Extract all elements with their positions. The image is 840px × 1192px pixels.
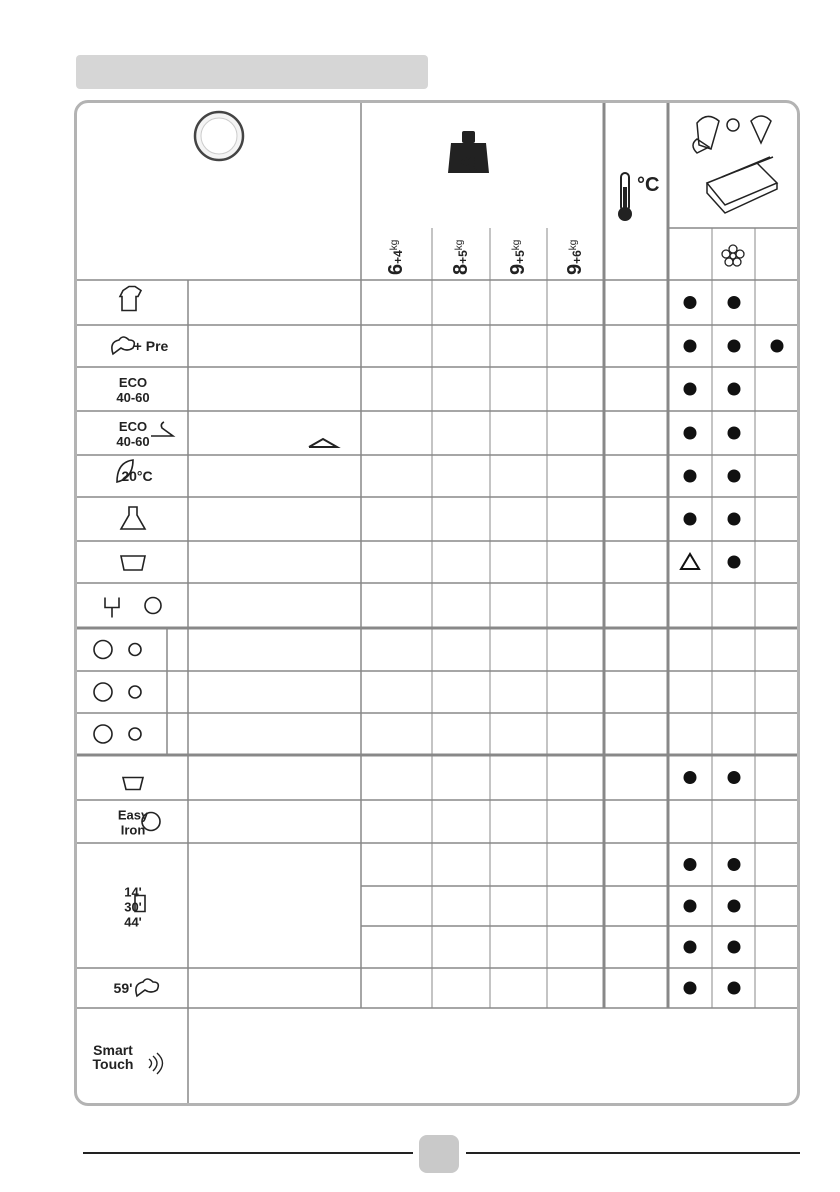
dot-mark: [728, 556, 741, 569]
dot-mark: [728, 470, 741, 483]
dot-mark: [684, 941, 697, 954]
svg-text:ECO40-60: ECO 40-60: [116, 375, 150, 405]
program-table: [74, 100, 800, 1106]
dot-mark: [684, 858, 697, 871]
cotton-59-icon: [114, 979, 159, 996]
dot-mark: [728, 427, 741, 440]
capacity-label: $8+5^{kg}$: [450, 239, 472, 275]
dot-mark: [728, 513, 741, 526]
drain-spin-icon: [105, 598, 161, 618]
cotton-icon: [112, 337, 169, 354]
svg-text:+ Pre: + Pre: [133, 338, 169, 354]
capacity-label: $6+4^{kg}$: [385, 239, 407, 275]
rapid-icon: [124, 885, 145, 930]
svg-text:ECO40-60: ECO 40-60: [116, 419, 150, 449]
dot-mark: [684, 771, 697, 784]
footer-rule-right: [466, 1152, 800, 1154]
dot-mark: [728, 900, 741, 913]
section-title-bar: [76, 55, 428, 89]
dot-mark: [684, 900, 697, 913]
svg-text:EasyIron: Easy Iron: [117, 807, 149, 838]
dot-mark: [684, 383, 697, 396]
capacity-label: $9+5^{kg}$: [507, 239, 529, 275]
weight-unit: kg: [457, 151, 479, 171]
smart-touch-waves-icon: [149, 1053, 163, 1074]
footer-rule-left: [83, 1152, 413, 1154]
dot-mark: [684, 340, 697, 353]
dot-mark: [684, 513, 697, 526]
dot-mark: [684, 296, 697, 309]
handwash-icon: [123, 778, 143, 790]
page-number-box: [419, 1135, 459, 1173]
dot-mark: [728, 771, 741, 784]
cotton-dry-icon: [94, 725, 141, 743]
dot-mark: [684, 427, 697, 440]
dot-mark: [728, 383, 741, 396]
svg-text:14'30'44': 14' 30' 44': [124, 884, 142, 930]
hanger-icon: [116, 419, 337, 449]
detergent-drawer-icon: [693, 116, 777, 213]
svg-text:59': 59': [113, 980, 133, 996]
flask-icon: [121, 507, 145, 529]
softener-flower-icon: [722, 245, 744, 266]
shirt-sparkle-icon: [120, 287, 141, 311]
dot-mark: [728, 941, 741, 954]
capacity-label: $9+6^{kg}$: [564, 239, 586, 275]
smart-touch-label: Smart Touch: [92, 1042, 134, 1072]
thermometer-icon: [618, 173, 659, 221]
dot-mark: [728, 296, 741, 309]
dot-mark: [728, 340, 741, 353]
program-dial-icon: [195, 112, 243, 160]
triangle-mark: [681, 554, 699, 569]
synthetic-dry-icon: [94, 683, 141, 701]
dot-mark: [728, 982, 741, 995]
dot-mark: [684, 982, 697, 995]
handwash-spray-icon: [121, 556, 145, 570]
program-label: [116, 375, 149, 405]
dot-mark: [684, 470, 697, 483]
dot-mark: [728, 858, 741, 871]
dot-mark: [771, 340, 784, 353]
wool-dry-icon: [94, 641, 141, 659]
leaf-icon: [117, 460, 153, 484]
program-table-grid: [77, 103, 800, 1106]
weight-icon: [448, 131, 489, 173]
temp-unit: °C: [637, 174, 660, 196]
easy-iron-icon: [118, 808, 160, 838]
svg-text:20°C: 20°C: [121, 468, 153, 484]
